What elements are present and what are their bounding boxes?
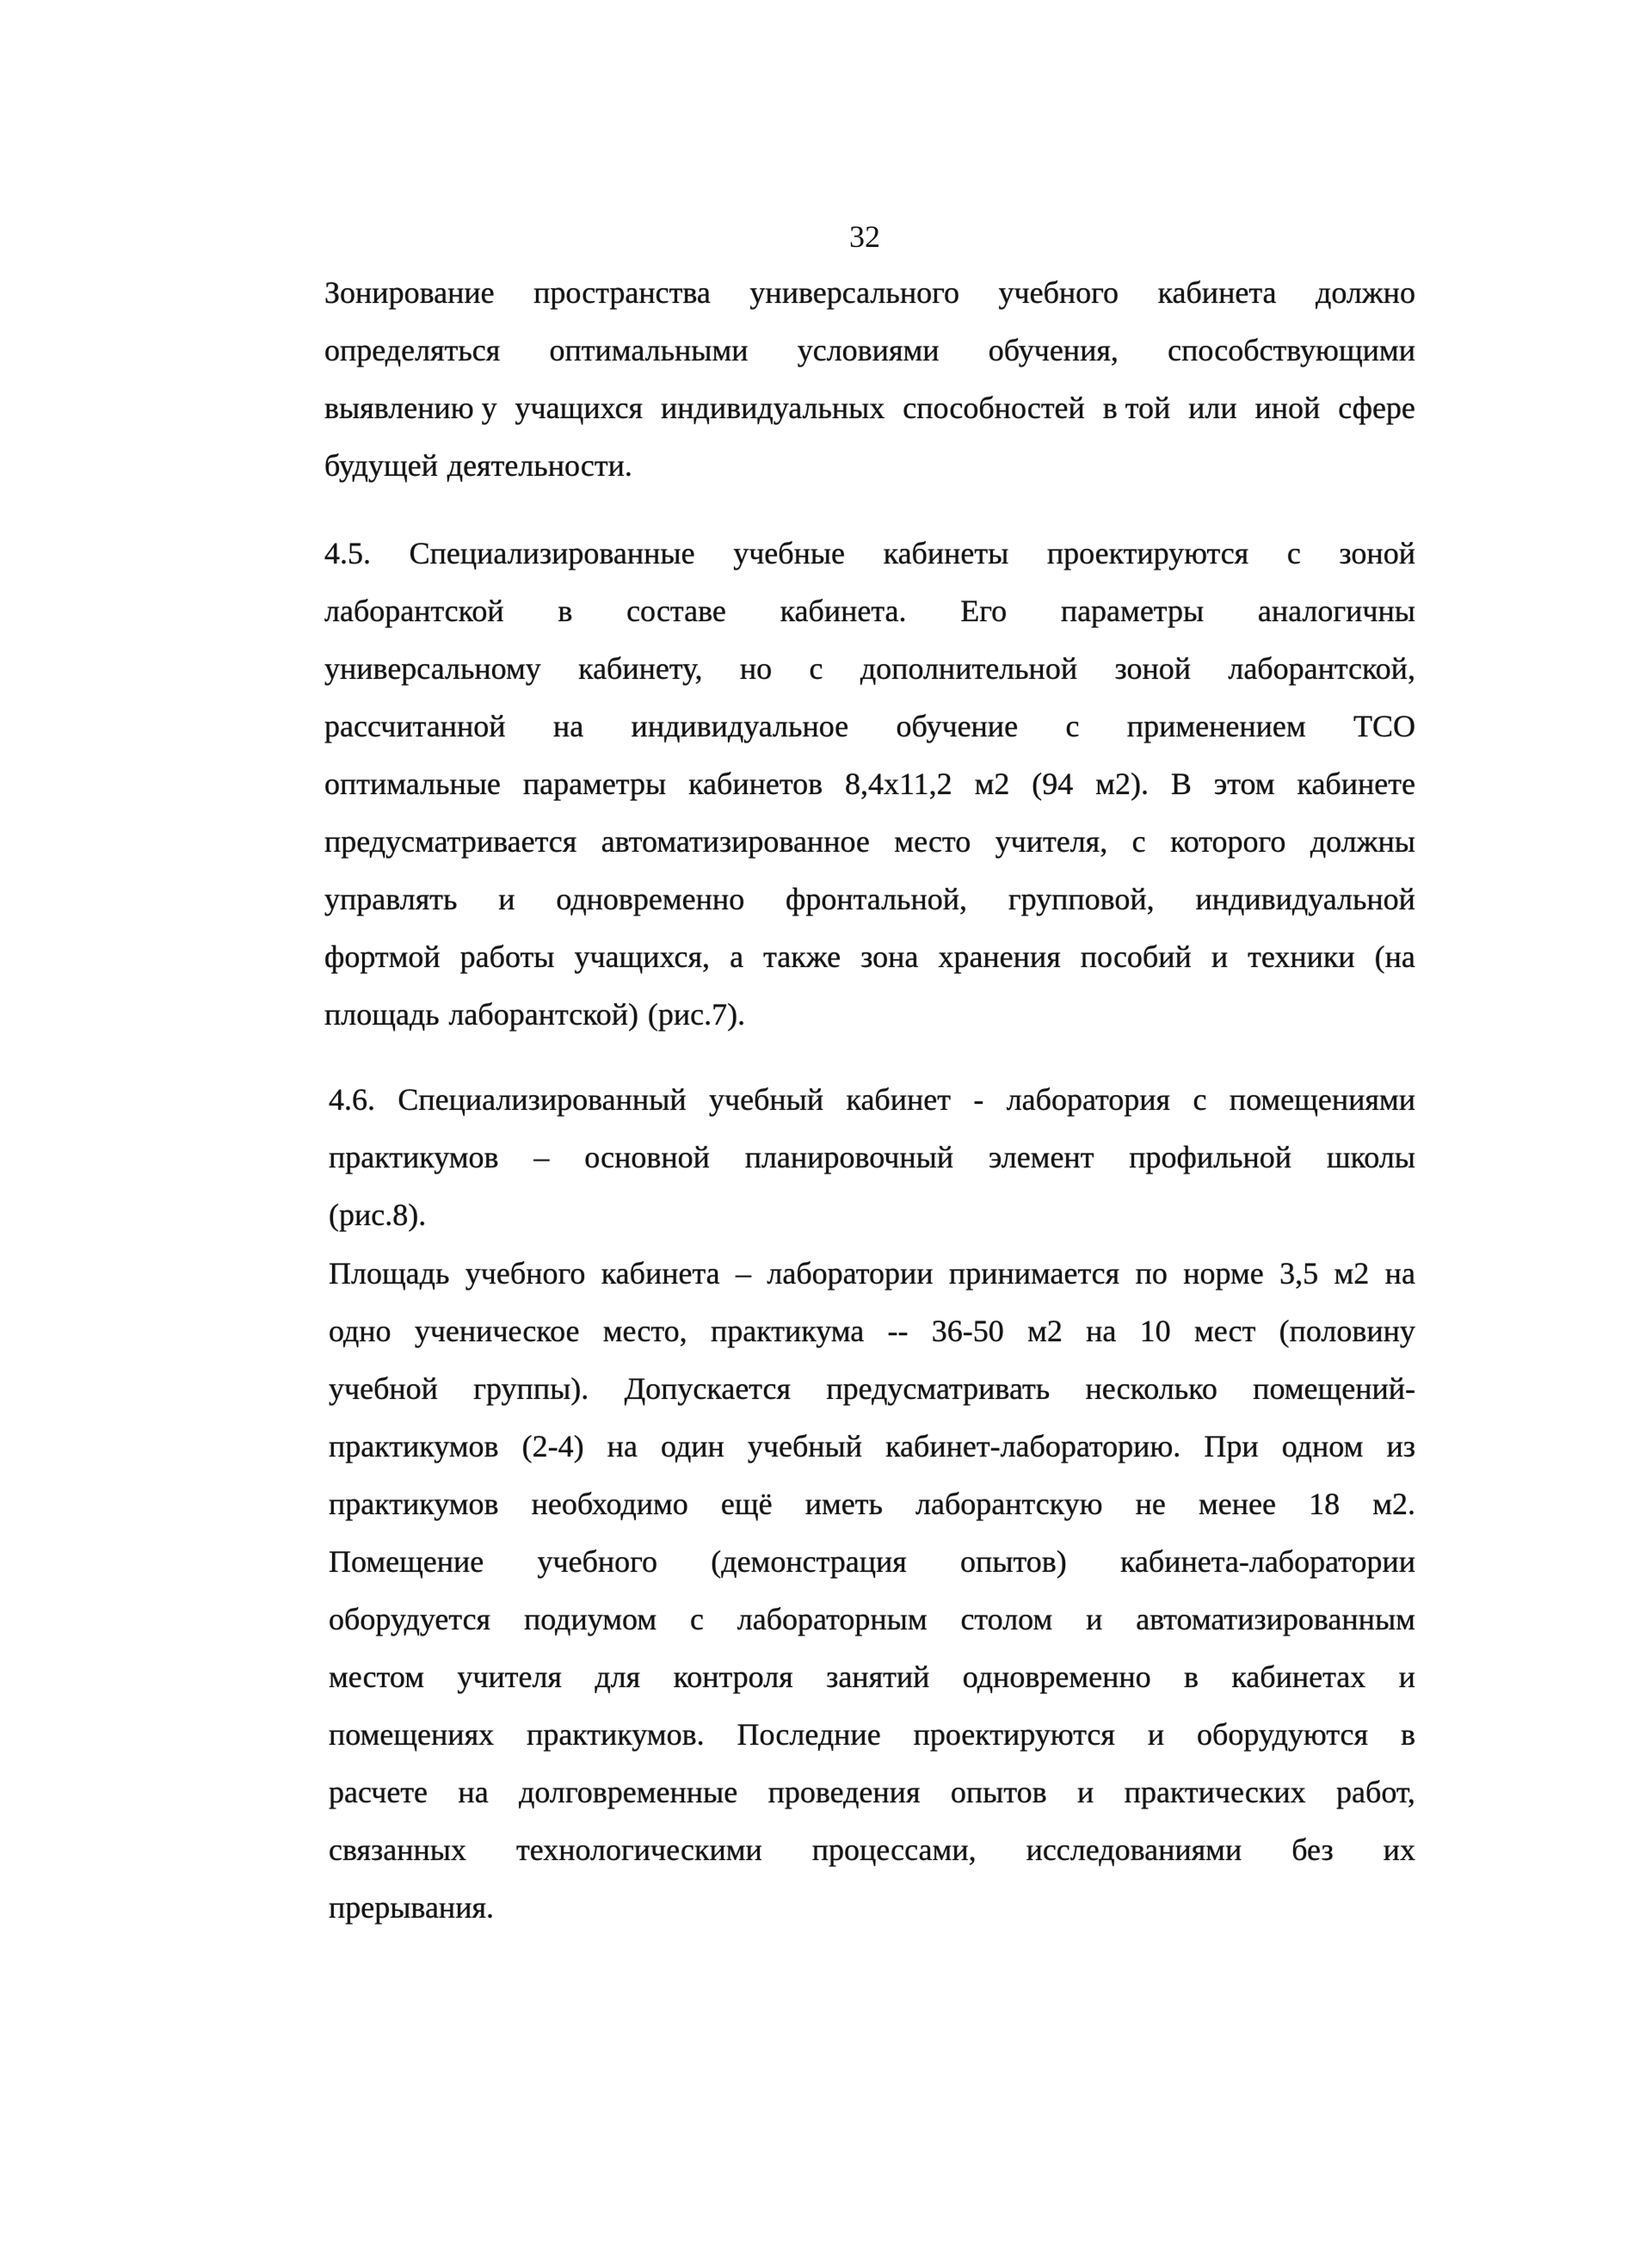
word: 10 [1139,1314,1171,1348]
word: с [1193,1082,1207,1117]
word: лаборантской) [448,997,639,1032]
word: универсального [749,275,959,310]
word: и [1077,1775,1094,1809]
word: на [607,1429,638,1463]
word: лаборатория [1006,1082,1171,1117]
word: в [1400,1717,1415,1752]
word: 18 [1309,1487,1341,1521]
word: необходимо [531,1487,688,1521]
word: в той [1102,391,1171,425]
word: (2-4) [521,1429,584,1463]
word: помещениях [329,1717,495,1752]
word: практикумов. [527,1717,705,1752]
word: кабинетов [688,767,823,801]
word: техники [1248,939,1355,974]
word: на [458,1775,489,1809]
word: индивидуальной [1195,882,1415,916]
word: 36-50 [931,1314,1004,1348]
text-line [324,322,1415,379]
word: расчете [329,1775,428,1809]
word: ещё [720,1487,773,1521]
word: работы [459,939,555,974]
word: одном [1281,1429,1364,1463]
paragraph-section-4-5 [324,525,1415,1044]
word: дополнительной [860,651,1078,686]
page-number: 32 [849,219,880,254]
word: столом [960,1602,1053,1636]
word: оптимальными [549,333,749,367]
word: долговременные [519,1775,738,1809]
word: один [661,1429,724,1463]
word: практикумов [329,1140,499,1174]
word: (половину [1279,1314,1415,1348]
word: учебной [329,1371,438,1406]
word: школы [1326,1140,1415,1174]
word: работ, [1336,1775,1415,1809]
text-line [324,437,1415,495]
word: учителя, [995,824,1108,859]
word: помещениями [1229,1082,1415,1117]
word: м2. [1372,1487,1415,1521]
text-line [324,986,1415,1044]
word: 4.6. [329,1082,375,1117]
word: автоматизированным [1136,1602,1415,1636]
word: должны [1310,824,1415,859]
word: аналогичны [1257,594,1415,628]
word: опытов) [960,1544,1067,1579]
word: технологическими [515,1832,762,1867]
word: с [809,651,823,686]
text-line [324,264,1415,322]
word: принимается [948,1256,1120,1290]
word: в [1183,1660,1199,1694]
word: кабинет-лабораторию. [885,1429,1181,1463]
word: процессами, [811,1832,977,1867]
word: с [689,1602,704,1636]
word: основной [584,1140,710,1174]
word: для [595,1660,641,1694]
word: автоматизированное [601,824,870,859]
word: лаборантскую [915,1487,1103,1521]
word: условиями [797,333,940,367]
word: планировочный [744,1140,954,1174]
word: (рис.7). [647,997,746,1032]
word: м2). [1095,767,1149,801]
word: деятельности. [447,448,632,483]
word: фортмой [324,939,441,974]
word: (на [1374,939,1415,974]
word: группы). [473,1371,589,1406]
word: кабинета [601,1256,720,1290]
word: практикумов [329,1429,499,1463]
word: практикумов [329,1487,499,1521]
text-line [329,1245,1415,1303]
word: проектируются [1046,536,1249,570]
word: м2 [1027,1314,1063,1348]
word: занятий [826,1660,930,1694]
word: Последние [737,1717,881,1752]
text-line [324,755,1415,813]
paragraph-section-4-6 [329,1071,1415,1244]
word: лабораторным [737,1602,928,1636]
text-line [324,928,1415,986]
word: универсальному [324,651,541,686]
word: на [552,709,584,743]
word: 8,4х11,2 [845,767,952,801]
word: учебного [537,1544,658,1579]
word: и [1398,1660,1415,1694]
word: несколько [1085,1371,1217,1406]
word: которого [1170,824,1286,859]
word: учебный [747,1429,863,1463]
word: также [763,939,841,974]
word: оборудуются [1197,1717,1369,1752]
text-line [329,1648,1415,1706]
word: учебные [733,536,846,570]
word: учебный [709,1082,824,1117]
word: и [1147,1717,1165,1752]
word: индивидуальных [661,391,885,425]
word: иной [1254,391,1321,425]
word: с [1286,536,1301,570]
word: одновременно [962,1660,1151,1694]
text-line [329,1821,1415,1879]
word: учителя [457,1660,562,1694]
text-line [329,1475,1415,1533]
word: должно [1316,275,1415,310]
word: определяться [324,333,501,367]
text-line [329,1533,1415,1591]
word: Допускается [624,1371,792,1406]
word: связанных [329,1832,466,1867]
word: Зонирование [324,275,495,310]
word: исследованиями [1026,1832,1242,1867]
word: опытов [950,1775,1047,1809]
word: мест [1193,1314,1256,1348]
word: способствующими [1168,333,1415,367]
word: на [1086,1314,1117,1348]
word: профильной [1129,1140,1292,1174]
text-line [329,1186,1415,1244]
word: Помещение [329,1544,484,1579]
word: кабинету, [578,651,703,686]
word: хранения [938,939,1061,974]
word: проектируются [913,1717,1115,1752]
word: рассчитанной [324,709,506,743]
word: но [739,651,773,686]
word: лаборантской [324,594,504,628]
word: кабинеты [883,536,1009,570]
text-line [324,813,1415,871]
word: выявлению у [324,391,497,425]
word: В [1170,767,1192,801]
word: м2 [974,767,1010,801]
word: сфере [1338,391,1415,425]
word: место, [602,1314,687,1348]
word: оптимальные [324,767,501,801]
word: не [1135,1487,1166,1521]
word: в [558,594,573,628]
word: этом [1213,767,1275,801]
word: из [1386,1429,1415,1463]
text-line [324,871,1415,928]
word: предусматривать [826,1371,1051,1406]
word: без [1291,1832,1334,1867]
word: применением [1126,709,1306,743]
word: лаборантской, [1228,651,1415,686]
word: кабинет [846,1082,951,1117]
word: подиумом [523,1602,657,1636]
word: и [1211,939,1229,974]
word: 4.5. [324,536,371,570]
word: норме [1183,1256,1264,1290]
word: кабинета [1157,275,1277,310]
word: иметь [804,1487,883,1521]
word: предусматривается [324,824,577,859]
text-line [324,525,1415,582]
word: обучения, [988,333,1119,367]
word: м2 [1334,1256,1370,1290]
word: параметры [1060,594,1205,628]
word: управлять [324,882,458,916]
word: местом [329,1660,424,1694]
word: учащихся [515,391,644,425]
word: Специализированный [398,1082,687,1117]
word: с [1065,709,1080,743]
word: учебного [998,275,1119,310]
text-line [324,698,1415,755]
word: или [1188,391,1237,425]
word: пространства [533,275,711,310]
word: оборудуется [329,1602,491,1636]
text-line [329,1303,1415,1360]
word: их [1383,1832,1415,1867]
text-line [329,1764,1415,1821]
word: Специализированные [409,536,695,570]
word: одно [329,1314,391,1348]
word: кабинета-лаборатории [1119,1544,1415,1579]
word: (94 [1032,767,1074,801]
word: зона [860,939,919,974]
word: кабинете [1297,767,1415,801]
word: и [1086,1602,1103,1636]
word: место [894,824,971,859]
word: кабинета. [780,594,907,628]
word: индивидуальное [631,709,849,743]
word: ТСО [1353,709,1415,743]
word: будущей [324,448,438,483]
text-line [329,1879,1415,1937]
text-line [324,379,1415,437]
word: и [498,882,515,916]
text-line [329,1591,1415,1648]
word: учебного [465,1256,586,1290]
word: контроля [673,1660,793,1694]
text-line [324,582,1415,640]
word: (демонстрация [711,1544,907,1579]
word: (рис.8). [329,1198,427,1232]
word: кабинетах [1231,1660,1366,1694]
word: практических [1124,1775,1306,1809]
text-line [329,1129,1415,1186]
word: зоной [1339,536,1415,570]
text-line [324,640,1415,698]
paragraph-lab-area [329,1245,1415,1937]
word: на [1384,1256,1415,1290]
word: площадь [324,997,440,1032]
word: ученическое [414,1314,580,1348]
word: 3,5 [1279,1256,1319,1290]
word: прерывания. [329,1890,495,1925]
word: Его [960,594,1008,628]
word: пособий [1080,939,1192,974]
word: Площадь [329,1256,450,1290]
word: а [730,939,744,974]
word: - [973,1082,984,1117]
word: -- [887,1314,909,1348]
word: с [1131,824,1146,859]
word: по [1135,1256,1168,1290]
word: фронтальной, [786,882,967,916]
text-line [329,1360,1415,1418]
word: проведения [767,1775,921,1809]
word: – [533,1140,550,1174]
word: одновременно [556,882,745,916]
word: практикума [710,1314,865,1348]
word: параметры [522,767,667,801]
word: При [1204,1429,1259,1463]
word: групповой, [1008,882,1155,916]
word: составе [626,594,726,628]
word: менее [1199,1487,1276,1521]
word: учащихся, [574,939,711,974]
word: – [736,1256,752,1290]
word: элемент [988,1140,1094,1174]
word: зоной [1114,651,1191,686]
word: лаборатории [767,1256,934,1290]
text-line [329,1706,1415,1764]
word: помещений- [1253,1371,1415,1406]
paragraph-zoning [324,264,1415,495]
word: обучение [896,709,1019,743]
text-line [329,1418,1415,1475]
text-line [329,1071,1415,1129]
word: способностей [903,391,1085,425]
